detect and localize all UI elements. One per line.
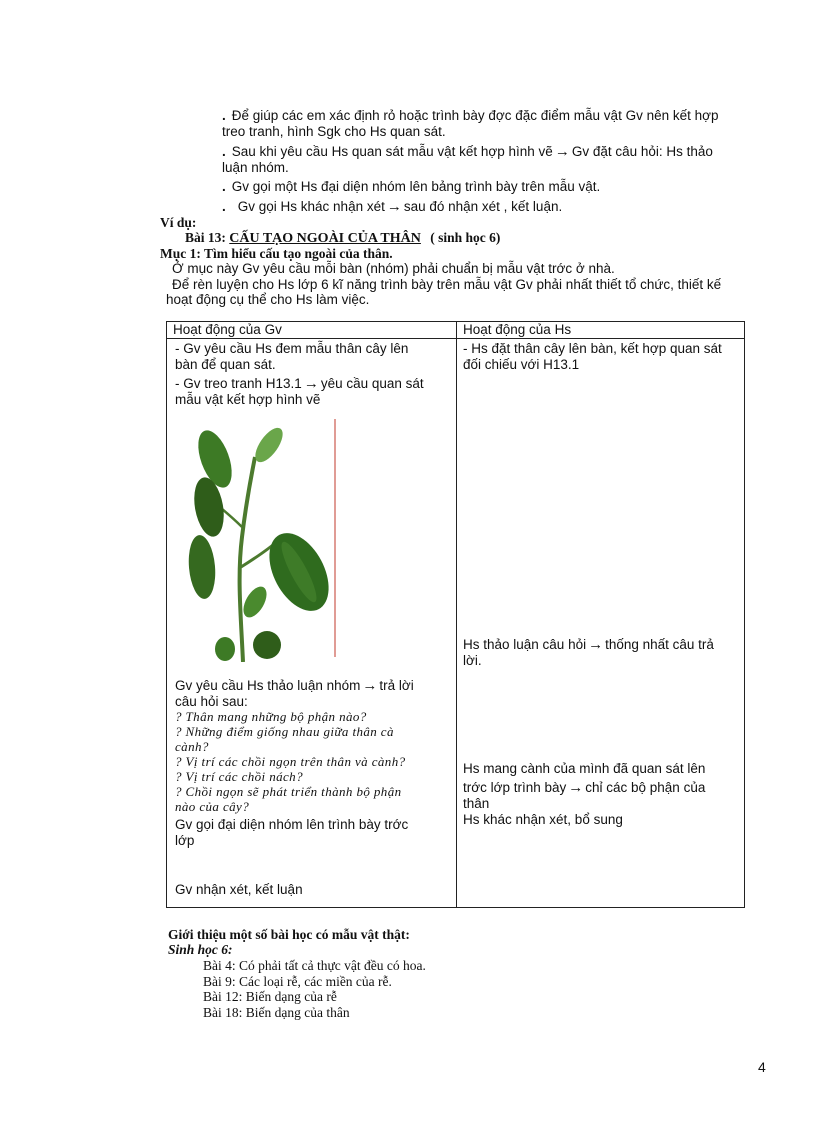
hs-discuss-cont: lời. [463, 653, 482, 668]
intro-bullet-3: . Gv gọi một Hs đại diện nhóm lên bảng trình bày trên mẫu vật. [222, 179, 601, 194]
example-para-2: Để rèn luyện cho Hs lớp 6 kĩ năng trình bày trên mẫu vật Gv phải nhất thiết tổ chức, thiết kế [172, 277, 722, 292]
intro-bullet-4: . Gv gọi Hs khác nhận xét → sau đó nhận xét , kết luận. [222, 198, 563, 215]
gv-item-1-cont: bàn để quan sát. [175, 357, 276, 372]
gv-conclude: Gv nhận xét, kết luận [175, 882, 303, 897]
hs-discuss: Hs thảo luận câu hỏi → thống nhất câu trả [463, 636, 714, 653]
arrow-icon: → [386, 198, 402, 215]
plant-illustration [187, 417, 342, 662]
example-para-2-cont: hoạt động cụ thể cho Hs làm việc. [166, 292, 370, 307]
page-number: 4 [758, 1059, 766, 1075]
example-label: Ví dụ: [160, 215, 197, 230]
gv-call-cont: lớp [175, 833, 195, 848]
leaf [215, 637, 235, 661]
intro-bullet-2: . Sau khi yêu cầu Hs quan sát mẫu vật kết hợp hình vẽ → Gv đặt câu hỏi: Hs thảo [222, 143, 713, 160]
intro-bullet-2-cont: luận nhóm. [222, 160, 289, 175]
section-heading: Mục 1: Tìm hiểu cấu tạo ngoài của thân. [160, 246, 393, 261]
arrow-icon: → [303, 375, 319, 392]
question-item: ? Vị trí các chồi ngọn trên thân và cành? [175, 754, 406, 769]
list-item: Bài 9: Các loại rễ, các miền của rễ. [203, 973, 392, 989]
gv-call: Gv gọi đại diện nhóm lên trình bày trớc [175, 817, 409, 832]
header-gv: Hoạt động của Gv [167, 322, 457, 339]
gv-item-2-cont: mẫu vật kết hợp hình vẽ [175, 392, 321, 407]
question-item: nào của cây? [175, 799, 250, 814]
example-para-1: Ở mục này Gv yêu cầu mỗi bàn (nhóm) phải chuẩn bị mẫu vật trớc ở nhà. [172, 261, 615, 276]
hs-activity-cell [457, 339, 745, 908]
hs-item-1-cont: đối chiếu với H13.1 [463, 357, 580, 372]
arrow-icon: → [588, 636, 604, 653]
intro-bullet-1: . Để giúp các em xác định rỏ hoặc trình bày đợc đặc điểm mẫu vật Gv nên kết hợp [222, 108, 719, 123]
arrow-icon: → [554, 143, 570, 160]
hs-item-1: - Hs đặt thân cây lên bàn, kết hợp quan sát [463, 341, 722, 356]
leaf [187, 534, 218, 600]
gv-item-1: - Gv yêu cầu Hs đem mẫu thân cây lên [175, 341, 409, 356]
question-item: ? Những điểm giống nhau giữa thân cà [175, 724, 394, 739]
list-item: Bài 12: Biến dạng của rễ [203, 989, 337, 1004]
gv-activity-cell [167, 339, 457, 908]
question-item: ? Vị trí các chồi nách? [175, 769, 303, 784]
header-hs: Hoạt động của Hs [457, 322, 745, 339]
lesson-heading: Bài 13: CẤU TẠO NGOÀI CỦA THÂN ( sinh học 6) [185, 230, 501, 246]
question-list [175, 709, 406, 814]
list-item: Bài 4: Có phải tất cả thực vật đều có hoa. [203, 958, 426, 973]
hs-present-cont: trớc lớp trình bày → chỉ các bộ phận của [463, 779, 706, 796]
hs-present-cont-2: thân [463, 796, 490, 811]
question-item: ? Chồi ngọn sẽ phát triển thành bộ phận [175, 784, 402, 799]
leaf [239, 583, 272, 621]
activity-table [166, 321, 745, 908]
question-item: ? Thân mang những bộ phận nào? [175, 709, 367, 724]
intro-bullet-1-cont: treo tranh, hình Sgk cho Hs quan sát. [222, 124, 446, 139]
question-item: cành? [175, 739, 209, 754]
outro-subject: Sinh học 6: [168, 942, 233, 957]
arrow-icon: → [362, 677, 378, 694]
list-item: Bài 18: Biến dạng của thân [203, 1004, 350, 1020]
outro-lesson-list [203, 958, 426, 1020]
hs-other: Hs khác nhận xét, bổ sung [463, 812, 623, 827]
leaf [253, 631, 281, 659]
gv-discuss-cont: câu hỏi sau: [175, 694, 248, 709]
outro-heading: Giới thiệu một số bài học có mẫu vật thật: [168, 927, 410, 942]
hs-present: Hs mang cành của mình đã quan sát lên [463, 761, 706, 776]
arrow-icon: → [568, 779, 584, 796]
gv-discuss: Gv yêu cầu Hs thảo luận nhóm → trả lời [175, 677, 414, 694]
gv-item-2: - Gv treo tranh H13.1 → yêu cầu quan sát [175, 375, 424, 392]
